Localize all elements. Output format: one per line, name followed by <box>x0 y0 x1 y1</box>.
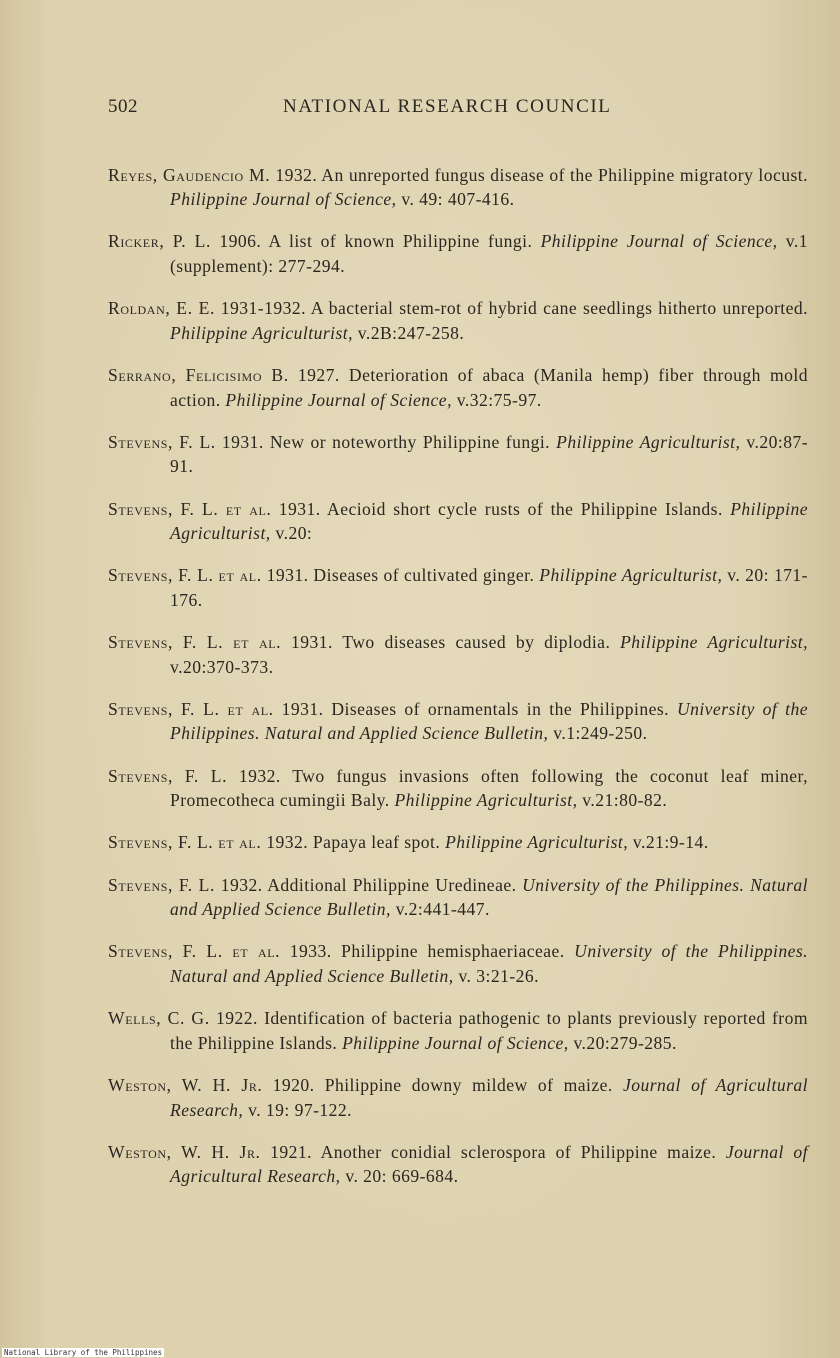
entry-citation: v.21:9-14. <box>628 832 709 853</box>
entry-citation: v. 3:21-26. <box>453 965 539 986</box>
entry-author: Stevens, F. L. et al. <box>108 698 274 719</box>
entry-author: Stevens, F. L. et al. <box>108 565 262 586</box>
bibliography-entry <box>108 1073 808 1122</box>
entry-text: 1921. Another conidial sclerospora of Philippine maize. <box>260 1141 726 1162</box>
entry-text: 1931. Diseases of cultivated ginger. <box>261 565 540 586</box>
entry-author: Roldan, E. E. <box>108 298 215 319</box>
entry-text: 1931. Diseases of ornamentals in the Philippines. <box>273 698 677 719</box>
bibliography-entry <box>108 939 808 988</box>
entry-text: 1931. Two diseases caused by diplodia. <box>281 632 621 653</box>
entry-citation: v.1 (supplement): 277-294. <box>170 231 808 276</box>
entry-journal: Philippine Agriculturist, <box>170 498 808 544</box>
bibliography-entry <box>108 229 808 278</box>
bibliography-entry <box>108 563 808 612</box>
entry-journal: Philippine Agriculturist, <box>394 790 578 811</box>
entry-text: 1932. An unreported fungus disease of the Philippine migratory locust. <box>270 164 808 185</box>
entry-text: 1931. Aecioid short cycle rusts of the Philippine Islands. <box>271 498 731 519</box>
page-number: 502 <box>108 96 138 117</box>
entry-journal: Philippine Journal of Science, <box>540 231 778 252</box>
entry-author: Serrano, Felicisimo B. <box>108 364 289 385</box>
entry-journal: Philippine Agriculturist, <box>620 632 808 653</box>
entry-citation: v.1:249-250. <box>548 723 648 744</box>
entry-journal: Philippine Agriculturist, <box>170 322 353 343</box>
bibliography-entry <box>108 830 808 855</box>
entry-text: 1906. A list of known Philippine fungi. <box>211 231 541 252</box>
entry-text: 1931. New or noteworthy Philippine fungi. <box>215 431 557 452</box>
entry-journal: University of the Philippines. Natural and Applied Science Bulletin, <box>170 874 808 920</box>
entry-text: 1932. Papaya leaf spot. <box>261 832 446 853</box>
running-head: NATIONAL RESEARCH COUNCIL <box>283 96 612 117</box>
entry-author: Weston, W. H. Jr. <box>108 1141 261 1162</box>
entry-author: Stevens, F. L. <box>108 431 216 452</box>
entry-text: 1927. Deterioration of abaca (Manila hemp) fiber through mold action. <box>170 364 808 410</box>
entry-journal: Philippine Agriculturist, <box>445 832 629 853</box>
entry-author: Stevens, F. L. et al. <box>108 832 262 853</box>
bibliography-entry <box>108 873 808 922</box>
entry-author: Weston, W. H. Jr. <box>108 1074 263 1095</box>
bibliography-list <box>108 145 808 1189</box>
bibliography-entry <box>108 497 808 546</box>
entry-citation: v.20:87-91. <box>170 431 809 477</box>
bibliography-entry <box>108 764 808 813</box>
entry-citation: v.20: <box>270 523 313 544</box>
entry-citation: v.20:370-373. <box>170 656 274 677</box>
entry-text: 1931-1932. A bacterial stem-rot of hybrid cane seedlings hitherto unreported. <box>214 298 808 319</box>
bibliography-entry <box>108 363 808 412</box>
entry-journal: Journal of Agricultural Research, <box>170 1141 808 1187</box>
entry-citation: v.20:279-285. <box>568 1032 677 1053</box>
entry-author: Stevens, F. L. et al. <box>108 632 282 653</box>
entry-journal: Philippine Journal of Science, <box>225 389 452 410</box>
entry-journal: Philippine Agriculturist, <box>539 565 723 586</box>
entry-author: Stevens, F. L. <box>108 765 228 786</box>
entry-text: 1922. Identification of bacteria pathogenic to plants previously reported from the Philippine Islands. <box>170 1008 808 1053</box>
entry-author: Ricker, P. L. <box>108 231 212 252</box>
entry-citation: v.2:441-447. <box>390 899 490 920</box>
entry-text: 1932. Two fungus invasions often following the coconut leaf miner, Promecotheca cumingii Baly. <box>170 765 808 811</box>
entry-author: Stevens, F. L. et al. <box>108 498 272 519</box>
bibliography-entry <box>108 1140 808 1189</box>
library-credit: National Library of the Philippines <box>4 1348 163 1357</box>
entry-author: Stevens, F. L. et al. <box>108 941 281 962</box>
entry-citation: v.2B:247-258. <box>352 322 465 343</box>
entry-citation: v. 49: 407-416. <box>396 189 515 210</box>
entry-text: 1920. Philippine downy mildew of maize. <box>262 1074 623 1095</box>
entry-citation: v. 20: 669-684. <box>340 1166 459 1187</box>
entry-author: Reyes, Gaudencio M. <box>108 164 271 185</box>
entry-journal: Journal of Agricultural Research, <box>170 1074 808 1120</box>
bibliography-entry <box>108 1006 808 1055</box>
bibliography-entry <box>108 430 808 479</box>
entry-citation: v.32:75-97. <box>451 389 542 410</box>
entry-author: Stevens, F. L. <box>108 874 215 895</box>
entry-citation: v. 19: 97-122. <box>243 1099 352 1120</box>
entry-journal: University of the Philippines. Natural and Applied Science Bulletin, <box>170 941 808 986</box>
entry-text: 1933. Philippine hemisphaeriaceae. <box>280 941 575 962</box>
bibliography-entry <box>108 630 808 679</box>
bibliography-entry <box>108 163 808 212</box>
entry-journal: Philippine Journal of Science, <box>170 189 397 210</box>
entry-citation: v. 20: 171-176. <box>170 565 808 610</box>
entry-journal: University of the Philippines. Natural and Applied Science Bulletin, <box>170 698 808 744</box>
entry-author: Wells, C. G. <box>108 1008 210 1029</box>
entry-citation: v.21:80-82. <box>577 790 668 811</box>
bibliography-entry <box>108 697 808 746</box>
bibliography-entry <box>108 296 808 345</box>
entry-journal: Philippine Journal of Science, <box>342 1032 569 1053</box>
entry-text: 1932. Additional Philippine Uredineae. <box>215 874 523 895</box>
entry-journal: Philippine Agriculturist, <box>556 431 741 452</box>
